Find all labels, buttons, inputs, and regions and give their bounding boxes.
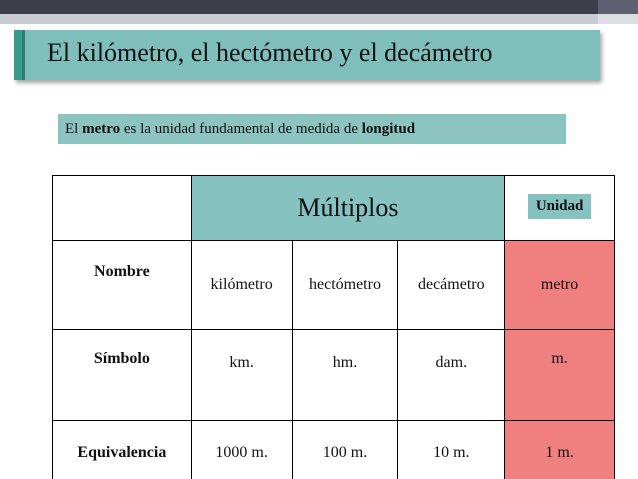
cell-km: km.	[191, 330, 292, 421]
unidad-badge: Unidad	[528, 194, 592, 219]
page-title: El kilómetro, el hectómetro y el decámetro	[47, 38, 493, 67]
subtitle-text-2: es la unidad fundamental de medida de	[120, 121, 362, 137]
subtitle-text-1: El	[65, 121, 83, 137]
cell-decametro: decámetro	[398, 241, 505, 330]
table-header-row	[53, 176, 615, 241]
subtitle-bold-longitud: longitud	[361, 121, 416, 137]
cell-dam: dam.	[398, 330, 505, 421]
cell-1000m: 1000 m.	[191, 421, 292, 479]
table-corner-cell	[53, 176, 192, 241]
units-table	[52, 175, 615, 479]
table-row	[53, 241, 615, 330]
cell-m: m.	[505, 330, 615, 421]
top-decor-stripe	[0, 0, 638, 14]
table-row	[53, 330, 615, 421]
subtitle-box	[58, 114, 566, 144]
row-label-simbolo: Símbolo	[53, 330, 192, 421]
subtitle-bold-metro: metro	[82, 121, 121, 137]
cell-1m: 1 m.	[505, 421, 615, 479]
table-row	[53, 421, 615, 479]
cell-hectometro: hectómetro	[292, 241, 398, 330]
title-banner-inner	[22, 30, 600, 80]
row-label-nombre: Nombre	[53, 241, 192, 330]
cell-metro: metro	[505, 241, 615, 330]
row-label-equivalencia: Equivalencia	[53, 421, 192, 479]
cell-10m: 10 m.	[398, 421, 505, 479]
unidad-header-cell	[505, 176, 615, 241]
title-banner	[14, 30, 600, 80]
top-decor-cap	[598, 0, 638, 14]
top-decor-stripe-light	[0, 14, 638, 24]
cell-hm: hm.	[292, 330, 398, 421]
multiplos-header: Múltiplos	[191, 176, 504, 241]
cell-kilometro: kilómetro	[191, 241, 292, 330]
cell-100m: 100 m.	[292, 421, 398, 479]
